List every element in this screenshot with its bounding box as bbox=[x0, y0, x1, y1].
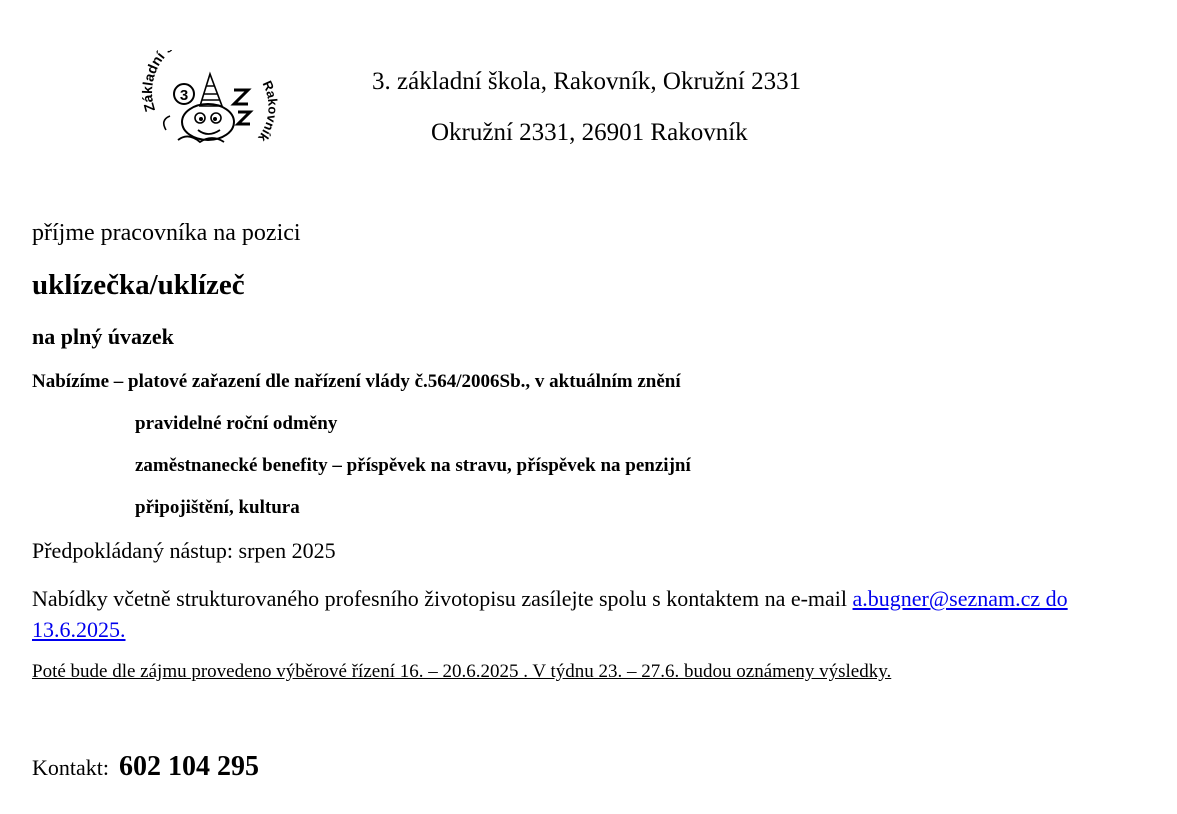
start-date: Předpokládaný nástup: srpen 2025 bbox=[32, 538, 336, 563]
logo-text-top: Základní bbox=[139, 50, 168, 114]
logo-number: 3 bbox=[179, 87, 189, 104]
offer-line-bonuses: pravidelné roční odměny bbox=[135, 413, 338, 434]
email-link[interactable]: a.bugner@seznam.cz do 13.6.2025. bbox=[32, 586, 1068, 642]
workload-text: na plný úvazek bbox=[32, 324, 174, 349]
apply-text: Nabídky včetně strukturovaného profesního životopisu zasílejte spolu s kontaktem na e-mail bbox=[32, 586, 853, 611]
offer-line-benefits: zaměstnanecké benefity – příspěvek na stravu, příspěvek na penzijní bbox=[135, 455, 691, 476]
offer-line-benefits-cont: připojištění, kultura bbox=[135, 497, 300, 518]
school-logo bbox=[138, 50, 288, 158]
intro-text: příjme pracovníka na pozici bbox=[32, 220, 301, 246]
contact bbox=[32, 750, 259, 788]
position-title: uklízečka/uklízeč bbox=[32, 269, 245, 301]
apply-instructions bbox=[32, 583, 1157, 645]
offer-line-salary: Nabízíme – platové zařazení dle nařízení vlády č.564/2006Sb., v aktuálním znění bbox=[32, 371, 681, 392]
school-name: 3. základní škola, Rakovník, Okružní 2331 bbox=[372, 68, 802, 95]
contact-phone: 602 104 295 bbox=[119, 751, 259, 782]
contact-label: Kontakt: bbox=[32, 755, 109, 780]
school-address: Okružní 2331, 26901 Rakovník bbox=[431, 119, 748, 146]
school-logo-graphic bbox=[138, 50, 288, 158]
logo-text-side: Rakovník bbox=[255, 78, 281, 145]
selection-process-note: Poté bude dle zájmu provedeno výběrové řízení 16. – 20.6.2025 . V týdnu 23. – 27.6. budou oznámeny výsledky. bbox=[32, 661, 892, 682]
